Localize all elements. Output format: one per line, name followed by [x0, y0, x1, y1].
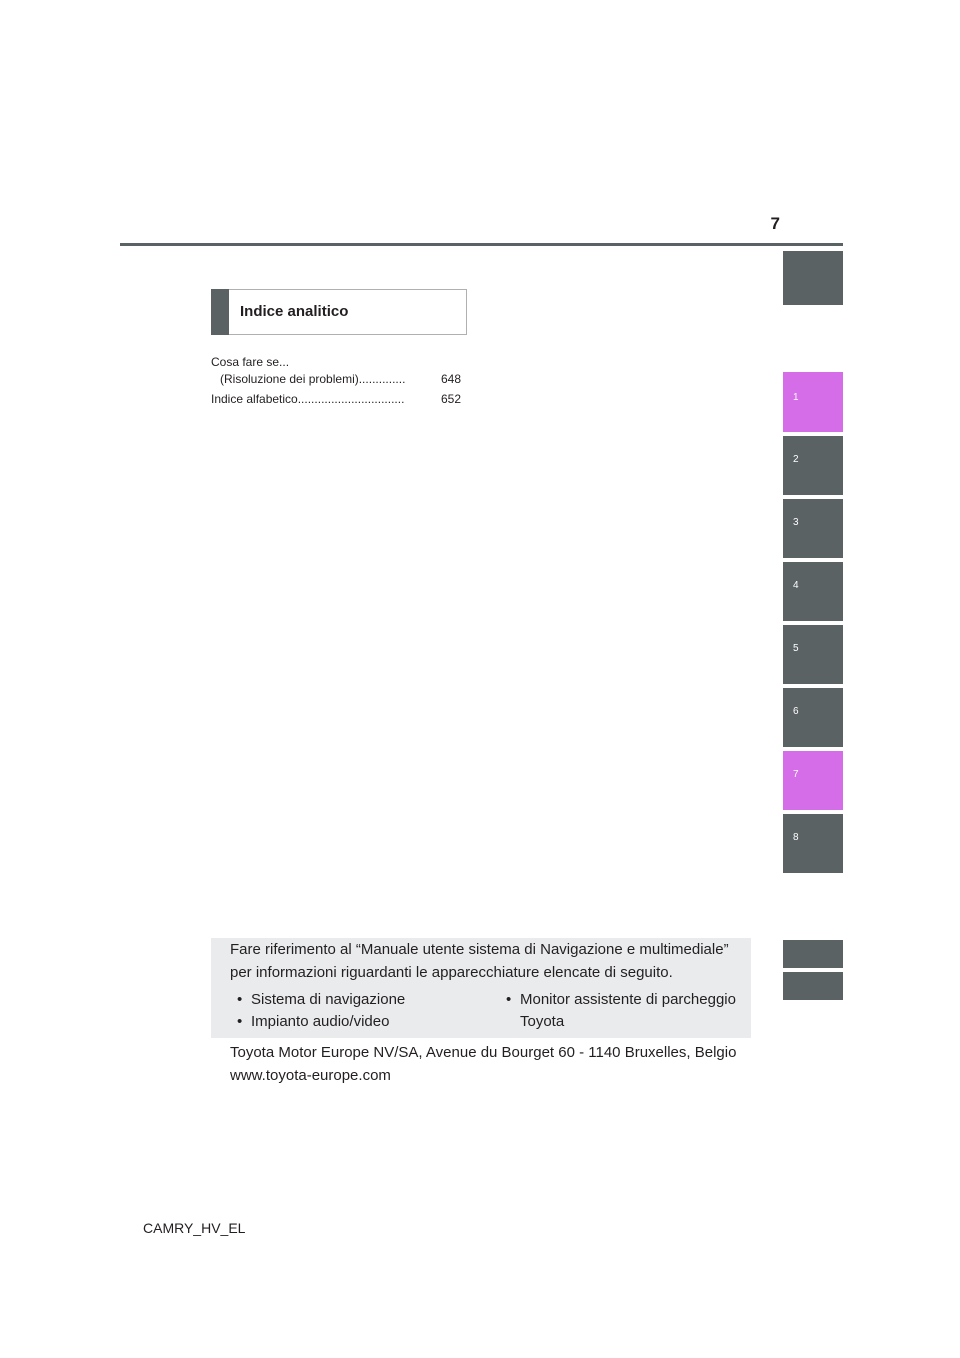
chapter-tab-label: 8: [793, 832, 799, 843]
toc-entry-1-line1[interactable]: Cosa fare se...: [211, 355, 290, 369]
chapter-tab-index-b[interactable]: [783, 972, 843, 1000]
chapter-tab-2[interactable]: [783, 436, 843, 495]
footer-code: CAMRY_HV_EL: [143, 1220, 246, 1236]
chapter-tab-label: 7: [793, 769, 799, 780]
chapter-tab-top[interactable]: [783, 251, 843, 305]
chapter-tab-label: 6: [793, 706, 799, 717]
header-rule: [120, 243, 843, 246]
chapter-tab-3[interactable]: [783, 499, 843, 558]
info-intro: Fare riferimento al “Manuale utente sistema di Navigazione e multimediale” per informazioni riguardanti le apparecchiature elencate di seguito.: [230, 941, 729, 981]
section-heading: [211, 289, 467, 335]
chapter-tab-label: 4: [793, 580, 799, 591]
page-number: 7: [770, 214, 780, 233]
chapter-tab-7[interactable]: [783, 751, 843, 810]
publisher-address: Toyota Motor Europe NV/SA, Avenue du Bourget 60 - 1140 Bruxelles, Belgio www.toyota-europe.com: [230, 1044, 737, 1084]
section-heading-bar: [211, 289, 229, 335]
chapter-tab-1[interactable]: [783, 372, 843, 432]
info-item-1: • Sistema di navigazione: [237, 991, 406, 1008]
chapter-tab-5[interactable]: [783, 625, 843, 684]
chapter-tab-index-a[interactable]: [783, 940, 843, 968]
toc-entry-1-line2[interactable]: [220, 372, 461, 386]
chapter-tab-label: 2: [793, 454, 799, 465]
toc-entry-2[interactable]: [211, 392, 461, 406]
info-item-3: • Monitor assistente di parcheggio Toyota: [506, 991, 736, 1030]
chapter-tab-label: 1: [793, 392, 799, 403]
toc-entry-2-page: 652: [440, 392, 461, 406]
chapter-tab-8[interactable]: [783, 814, 843, 873]
toc-entry-2-text: Indice alfabetico................................: [211, 392, 405, 406]
chapter-tab-label: 3: [793, 517, 799, 528]
toc-entry-1-text: (Risoluzione dei problemi)..............: [220, 372, 406, 386]
info-box: [211, 938, 751, 1038]
chapter-tab-6[interactable]: [783, 688, 843, 747]
info-item-2: • Impianto audio/video: [237, 1013, 390, 1030]
section-title: Indice analitico: [240, 303, 349, 320]
chapter-tab-label: 5: [793, 643, 799, 654]
chapter-tab-4[interactable]: [783, 562, 843, 621]
toc-entry-1-page: 648: [440, 372, 461, 386]
